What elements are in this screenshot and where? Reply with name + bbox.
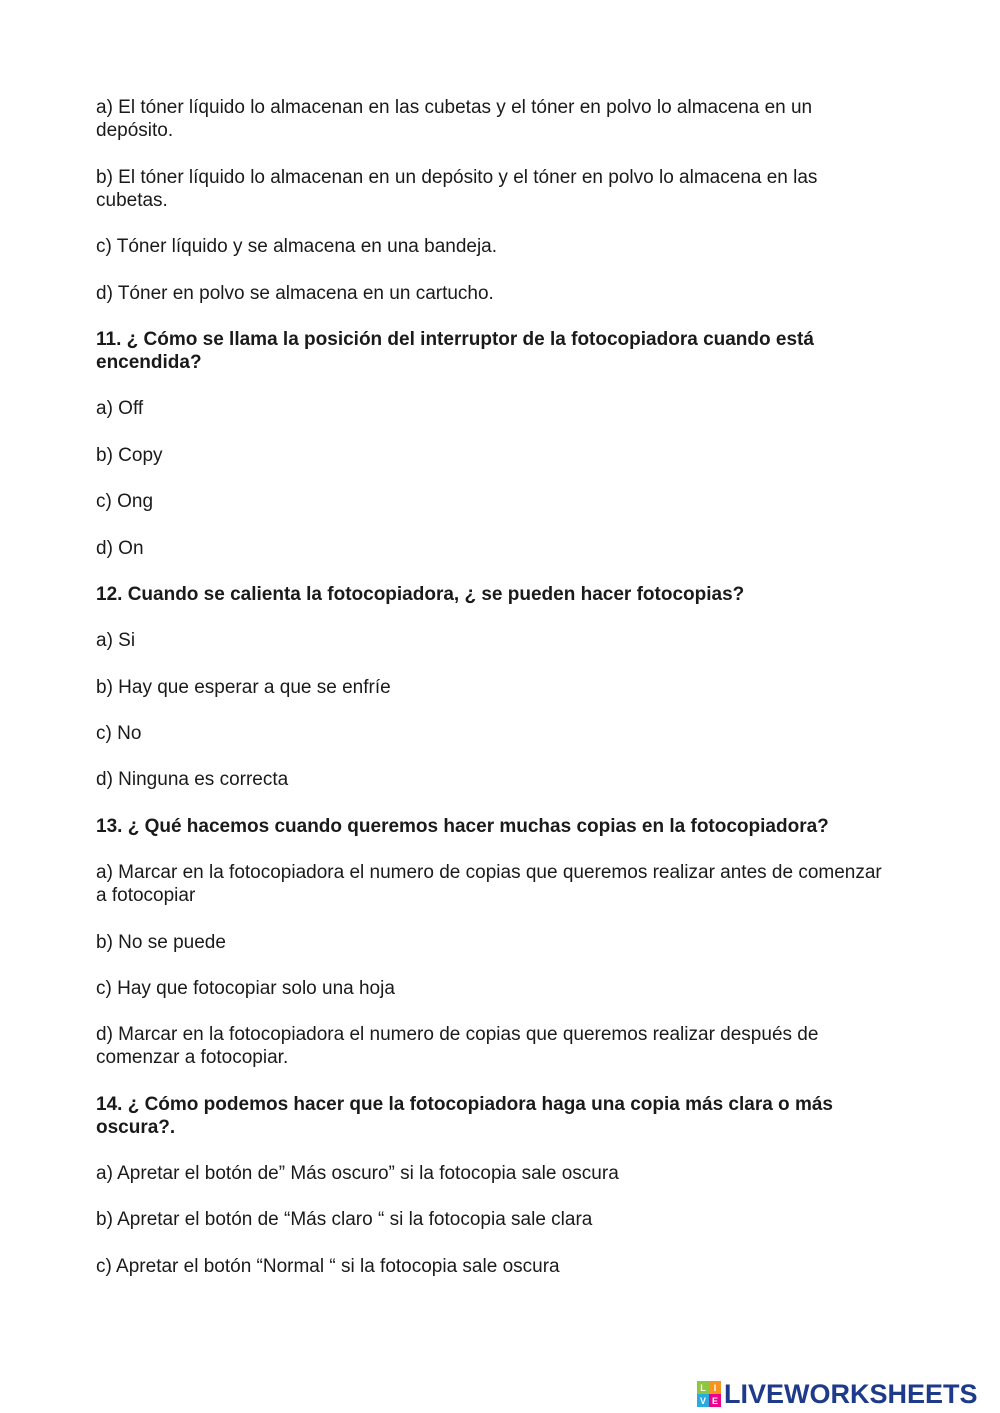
q10-option-a: a) El tóner líquido lo almacenan en las cubetas y el tóner en polvo lo almacena en un depósito.	[96, 97, 813, 141]
q11-question: 11. ¿ Cómo se llama la posición del interruptor de la fotocopiadora cuando está encendida?	[96, 329, 814, 373]
q12-option-c: c) No	[96, 723, 142, 744]
q11-option-d: d) On	[96, 538, 144, 559]
q13-option-a: a) Marcar en la fotocopiadora el numero de copias que queremos realizar antes de comenzar a fotocopiar	[96, 862, 882, 906]
q10-option-d: d) Tóner en polvo se almacena en un cartucho.	[96, 283, 494, 304]
q14-option-b: b) Apretar el botón de “Más claro “ si la fotocopia sale clara	[96, 1209, 593, 1230]
q13-question: 13. ¿ Qué hacemos cuando queremos hacer muchas copias en la fotocopiadora?	[96, 816, 829, 837]
logo-mark-cell-e: E	[709, 1394, 721, 1407]
q10-option-c: c) Tóner líquido y se almacena en una bandeja.	[96, 236, 498, 257]
logo-mark-cell-l: L	[697, 1381, 709, 1394]
q13-option-b: b) No se puede	[96, 932, 226, 953]
logo-mark-cell-v: V	[697, 1394, 709, 1407]
q12-option-a: a) Si	[96, 630, 136, 651]
liveworksheets-logo-icon	[697, 1381, 721, 1407]
q13-option-d: d) Marcar en la fotocopiadora el numero de copias que queremos realizar después de comenzar a fotocopiar.	[96, 1024, 819, 1068]
q11-option-c: c) Ong	[96, 491, 154, 512]
q12-option-b: b) Hay que esperar a que se enfríe	[96, 677, 391, 698]
logo-mark-cell-i: I	[709, 1381, 721, 1394]
q12-question: 12. Cuando se calienta la fotocopiadora, ¿ se pueden hacer fotocopias?	[96, 584, 745, 605]
q14-question: 14. ¿ Cómo podemos hacer que la fotocopiadora haga una copia más clara o más oscura?.	[96, 1094, 833, 1138]
logo-text: LIVEWORKSHEETS	[724, 1379, 978, 1409]
q11-option-b: b) Copy	[96, 445, 163, 466]
q13-option-c: c) Hay que fotocopiar solo una hoja	[96, 978, 395, 999]
q14-option-a: a) Apretar el botón de” Más oscuro” si la fotocopia sale oscura	[96, 1163, 619, 1184]
liveworksheets-logo[interactable]	[697, 1378, 978, 1410]
q12-option-d: d) Ninguna es correcta	[96, 769, 289, 790]
q10-option-b: b) El tóner líquido lo almacenan en un depósito y el tóner en polvo lo almacena en las cubetas.	[96, 167, 818, 211]
q14-option-c: c) Apretar el botón “Normal “ si la fotocopia sale oscura	[96, 1256, 560, 1277]
q11-option-a: a) Off	[96, 398, 144, 419]
